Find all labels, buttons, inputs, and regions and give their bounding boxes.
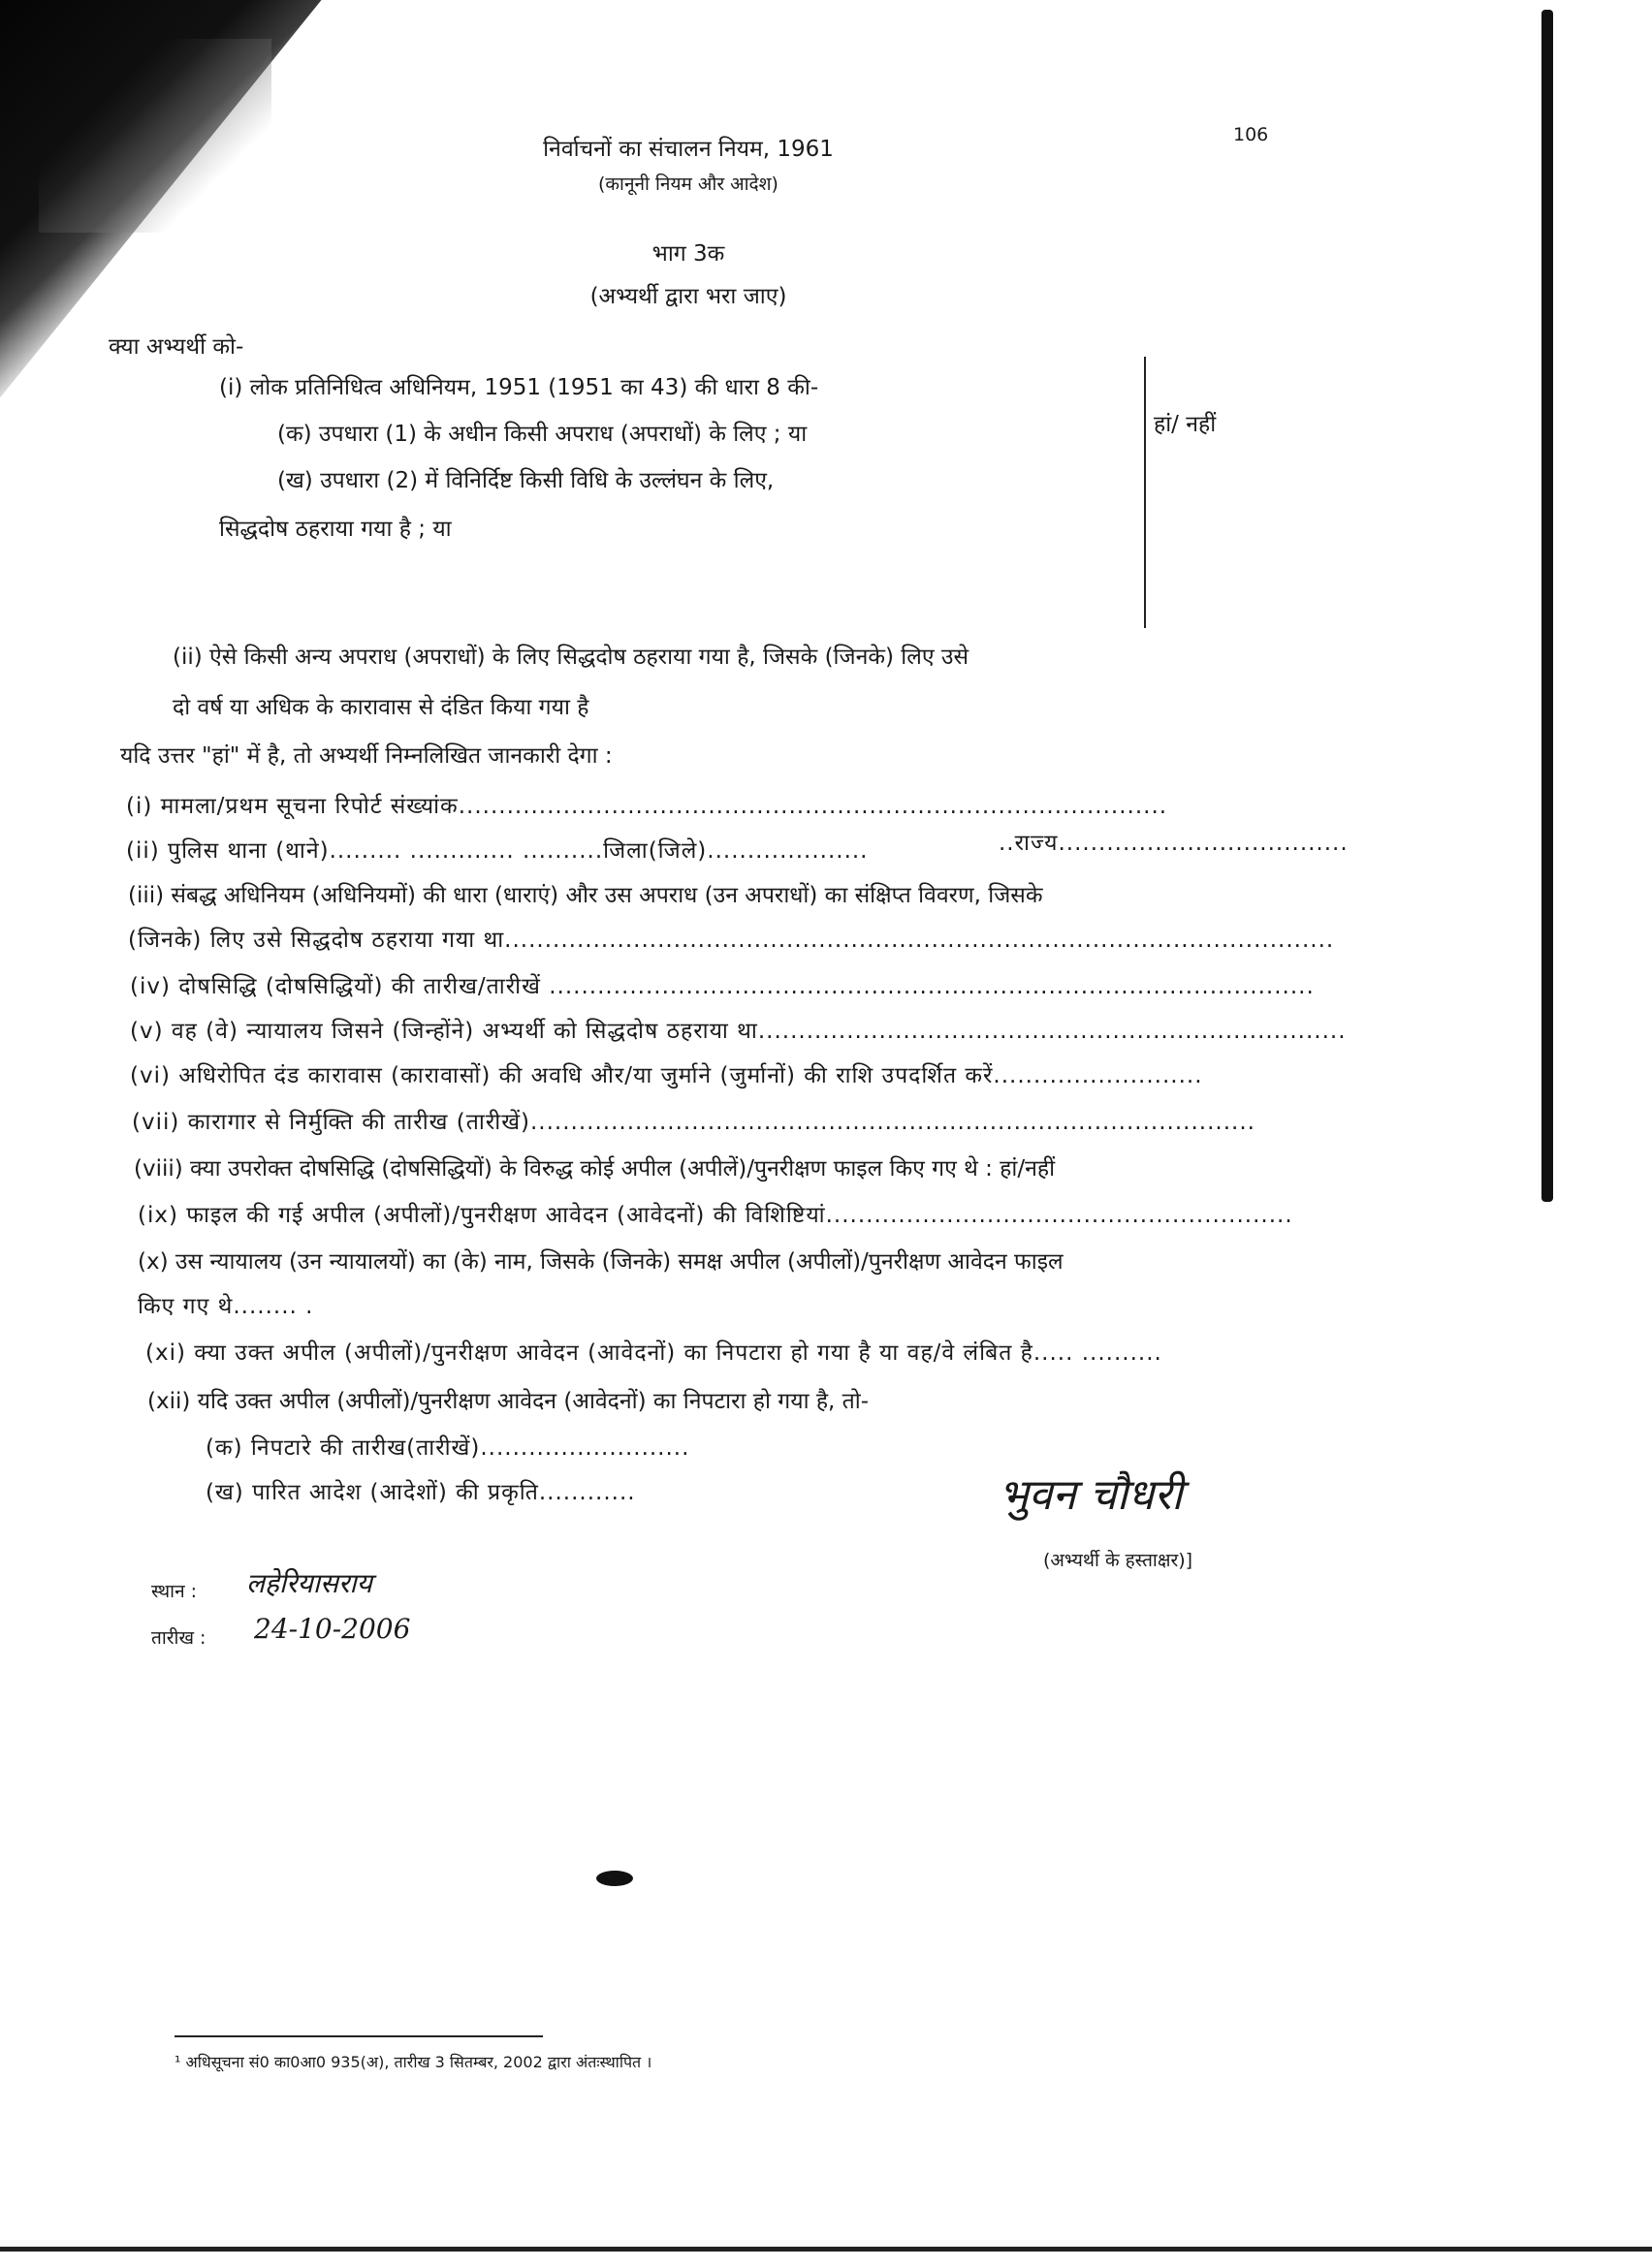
question-1-end: सिद्धदोष ठहराया गया है ; या — [219, 517, 452, 542]
page-title: निर्वाचनों का संचालन नियम, 1961 — [543, 137, 834, 162]
date-label: तारीख : — [151, 1627, 206, 1649]
page-number: 106 — [1233, 124, 1269, 145]
signature-caption: (अभ्यर्थी के हस्ताक्षर)] — [1043, 1550, 1193, 1571]
item-x-line-1: (x) उस न्यायालय (उन न्यायालयों) का (के) नाम, जिसके (जिनके) समक्ष अपील (अपीलों)/पुनरीक्षण आवेदन फाइल — [138, 1249, 1064, 1275]
scan-bottom-edge — [0, 2247, 1652, 2252]
answer-column-divider — [1144, 357, 1146, 628]
item-ix: (ix) फाइल की गई अपील (अपीलों)/पुनरीक्षण आवेदन (आवेदनों) की विशिष्टियां.......................................................... — [138, 1203, 1293, 1228]
item-i: (i) मामला/प्रथम सूचना रिपोर्ट संख्यांक........................................................................................ — [126, 794, 1168, 819]
item-x-line-2: किए गए थे........ . — [138, 1294, 314, 1319]
scan-corner-highlight — [39, 39, 271, 233]
place-label: स्थान : — [151, 1581, 198, 1602]
item-iii-line-1: (iii) संबद्ध अधिनियम (अधिनियमों) की धारा (धाराएं) और उस अपराध (उन अपराधों) का संक्षिप्त विवरण, जिसके — [128, 883, 1043, 908]
item-xii: (xii) यदि उक्त अपील (अपीलों)/पुनरीक्षण आवेदन (आवेदनों) का निपटारा हो गया है, तो- — [147, 1389, 870, 1414]
item-vii: (vii) कारागार से निर्मुक्ति की तारीख (तारीखें).......................................................................................... — [132, 1110, 1255, 1135]
item-iii-line-2: (जिनके) लिए उसे सिद्धदोष ठहराया गया था....................................................................................................... — [128, 928, 1335, 953]
question-1: (i) लोक प्रतिनिधित्व अधिनियम, 1951 (1951 का 43) की धारा 8 की- — [219, 375, 819, 400]
question-2-line-2: दो वर्ष या अधिक के कारावास से दंडित किया गया है — [173, 695, 589, 720]
candidate-signature: भुवन चौधरी — [999, 1470, 1183, 1520]
item-ii: (ii) पुलिस थाना (थाने)......... ............. ..........जिला(जिले).................... — [126, 838, 869, 864]
item-xi: (xi) क्या उक्त अपील (अपीलों)/पुनरीक्षण आवेदन (आवेदनों) का निपटारा हो गया है या वह/वे लंबित है..... .......... — [145, 1340, 1162, 1366]
date-value: 24-10-2006 — [254, 1613, 411, 1645]
footnote: ¹ अधिसूचना सं0 का0आ0 935(अ), तारीख 3 सितम्बर, 2002 द्वारा अंतःस्थापित । — [175, 2053, 652, 2071]
item-xii-a: (क) निपटारे की तारीख(तारीखें).......................... — [206, 1435, 690, 1461]
question-2-line-1: (ii) ऐसे किसी अन्य अपराध (अपराधों) के लिए सिद्धदोष ठहराया गया है, जिसके (जिनके) लिए उसे — [173, 645, 969, 670]
item-viii: (viii) क्या उपरोक्त दोषसिद्धि (दोषसिद्धियों) के विरुद्ध कोई अपील (अपीलें)/पुनरीक्षण फाइल किए गए थे : हां/नहीं — [134, 1156, 1056, 1181]
fill-instruction: (अभ्यर्थी द्वारा भरा जाए) — [589, 284, 787, 309]
item-iv: (iv) दोषसिद्धि (दोषसिद्धियों) की तारीख/तारीखें ............................................................................................... — [130, 974, 1315, 999]
ink-blot — [596, 1871, 633, 1886]
footnote-rule — [175, 2035, 543, 2037]
part-heading: भाग 3क — [651, 241, 725, 267]
question-1-answer: हां/ नहीं — [1154, 412, 1217, 437]
if-yes-instruction: यदि उत्तर "हां" में है, तो अभ्यर्थी निम्नलिखित जानकारी देगा : — [120, 743, 613, 769]
question-intro: क्या अभ्यर्थी को- — [109, 334, 244, 360]
page-subtitle: (कानूनी नियम और आदेश) — [598, 173, 778, 195]
question-1-b: (ख) उपधारा (2) में विनिर्दिष्ट किसी विधि के उल्लंघन के लिए, — [277, 468, 775, 493]
question-1-a: (क) उपधारा (1) के अधीन किसी अपराध (अपराधों) के लिए ; या — [277, 422, 808, 447]
place-value: लहेरियासराय — [246, 1567, 372, 1599]
scan-edge-bar — [1541, 10, 1553, 1202]
item-xii-b: (ख) पारित आदेश (आदेशों) की प्रकृति............ — [206, 1480, 636, 1505]
item-v: (v) वह (वे) न्यायालय जिसने (जिन्होंने) अभ्यर्थी को सिद्धदोष ठहराया था......................................................................... — [130, 1019, 1347, 1044]
item-vi: (vi) अधिरोपित दंड कारावास (कारावासों) की अवधि और/या जुर्माने (जुर्मानों) की राशि उपदर्शित करें.......................... — [130, 1063, 1203, 1088]
item-ii-state: ..राज्य.................................... — [999, 831, 1349, 856]
